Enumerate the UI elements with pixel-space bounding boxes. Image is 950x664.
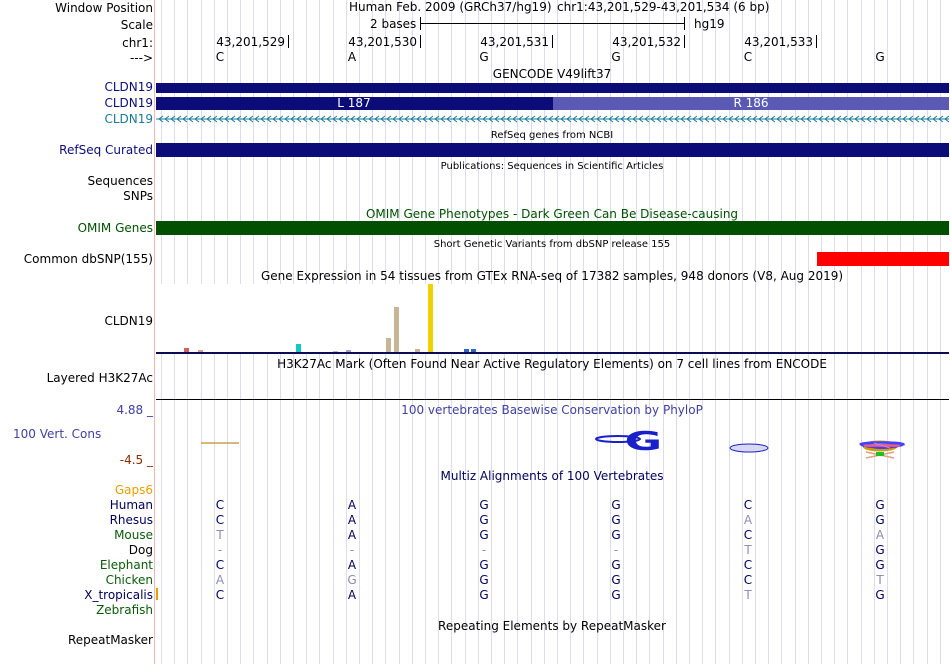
scale-text: 2 bases: [370, 17, 417, 31]
phylop-logo-g6[interactable]: [860, 438, 906, 452]
ruler-tick: [684, 35, 685, 48]
species-label-dog[interactable]: Dog: [128, 543, 153, 557]
gtex-baseline: [156, 352, 949, 354]
repeatmasker-title: Repeating Elements by RepeatMasker: [438, 619, 666, 633]
h3k27ac-baseline: [156, 399, 949, 400]
chrom-label: chr1:: [122, 36, 153, 50]
ruler-tick: [816, 35, 817, 48]
gtex-background: [156, 284, 534, 352]
gtex-bar[interactable]: [386, 338, 391, 352]
aligned-base: G: [479, 573, 489, 587]
refseq-gene-bar[interactable]: [156, 143, 949, 157]
aligned-base: G: [611, 513, 621, 527]
reference-base: G: [611, 50, 621, 64]
species-label-mouse[interactable]: Mouse: [114, 528, 153, 542]
aligned-base: C: [215, 588, 225, 602]
track-label-snps[interactable]: SNPs: [123, 189, 153, 203]
multiz-title: Multiz Alignments of 100 Vertebrates: [440, 469, 664, 483]
aligned-base: G: [875, 543, 885, 557]
species-label-chicken[interactable]: Chicken: [105, 573, 153, 587]
gencode-title: GENCODE V49lift37: [492, 67, 612, 81]
track-label-repeatmasker[interactable]: RepeatMasker: [67, 633, 153, 647]
svg-text:G: G: [624, 426, 663, 457]
aligned-base: C: [215, 498, 225, 512]
track-label-cldn19-transcript[interactable]: CLDN19: [104, 96, 153, 110]
aligned-base: G: [479, 498, 489, 512]
reference-base: C: [743, 50, 753, 64]
ruler-tick-label: 43,201,530: [348, 35, 417, 49]
aligned-base: T: [744, 588, 752, 602]
left-count-label: L 187: [337, 96, 371, 110]
position-readout: chr1:43,201,529-43,201,534 (6 bp): [557, 0, 770, 14]
track-label-column: [0, 0, 155, 664]
reference-base: G: [875, 50, 885, 64]
aligned-base: A: [347, 528, 357, 542]
right-count-label: R 186: [733, 96, 769, 110]
aligned-base: A: [215, 573, 225, 587]
aligned-base: C: [743, 573, 753, 587]
aligned-base: C: [743, 498, 753, 512]
assembly-title: Human Feb. 2009 (GRCh37/hg19): [349, 0, 552, 14]
track-label-sequences[interactable]: Sequences: [87, 174, 153, 188]
track-label-refseq[interactable]: RefSeq Curated: [59, 143, 153, 157]
scale-bar-left-cap: [420, 17, 421, 30]
aligned-base: G: [611, 528, 621, 542]
track-label-gtex[interactable]: CLDN19: [104, 314, 153, 328]
gtex-bar[interactable]: [296, 344, 301, 352]
ruler-tick-label: 43,201,533: [744, 35, 813, 49]
scale-bar-right-cap: [684, 17, 685, 30]
gtex-title: Gene Expression in 54 tissues from GTEx RNA-seq of 17382 samples, 948 donors (V8, Aug 2019): [260, 269, 844, 283]
cons-axis-bottom: -4.5 _: [119, 453, 153, 467]
aligned-base: G: [875, 498, 885, 512]
dbsnp-variant-bar[interactable]: [817, 252, 949, 266]
pubs-title: Publications: Sequences in Scientific Articles: [440, 161, 664, 172]
aligned-base: G: [875, 588, 885, 602]
scale-bar: [420, 23, 684, 24]
aligned-base: C: [743, 528, 753, 542]
aligned-base: T: [876, 573, 884, 587]
track-label-cldn19-gencode[interactable]: CLDN19: [104, 80, 153, 94]
gtex-bar[interactable]: [394, 307, 399, 352]
scale-db: hg19: [694, 17, 725, 31]
aligned-base: A: [347, 558, 357, 572]
aligned-base: -: [481, 543, 487, 557]
track-label-cldn19-strand[interactable]: CLDN19: [104, 112, 153, 126]
phylop-title: 100 vertebrates Basewise Conservation by PhyloP: [401, 403, 703, 417]
track-label-dbsnp[interactable]: Common dbSNP(155): [23, 252, 153, 266]
species-label-rhesus[interactable]: Rhesus: [109, 513, 153, 527]
aligned-base: A: [347, 513, 357, 527]
aligned-base: G: [611, 573, 621, 587]
ruler-tick-label: 43,201,532: [612, 35, 681, 49]
strand-label: --->: [129, 51, 153, 65]
species-label-elephant[interactable]: Elephant: [99, 558, 153, 572]
aligned-base: C: [215, 513, 225, 527]
track-label-cons[interactable]: 100 Vert. Cons: [13, 427, 102, 441]
aligned-base: G: [875, 513, 885, 527]
ruler-tick: [552, 35, 553, 48]
aligned-base: A: [875, 528, 885, 542]
reference-base: C: [215, 50, 225, 64]
aligned-base: G: [479, 528, 489, 542]
gaps-mark: [156, 588, 158, 600]
gencode-gene-bar[interactable]: [156, 83, 949, 93]
species-label-human[interactable]: Human: [109, 498, 153, 512]
ruler-tick: [288, 35, 289, 48]
species-label-x_tropicalis[interactable]: X_tropicalis: [84, 588, 153, 602]
aligned-base: T: [216, 528, 224, 542]
aligned-base: -: [217, 543, 223, 557]
ruler-tick: [420, 35, 421, 48]
phylop-logo-plot[interactable]: [156, 418, 949, 462]
track-label-gaps[interactable]: Gaps6: [114, 483, 153, 497]
aligned-base: G: [479, 558, 489, 572]
aligned-base: A: [347, 498, 357, 512]
track-label-omim[interactable]: OMIM Genes: [77, 221, 153, 235]
aligned-base: G: [611, 558, 621, 572]
aligned-base: G: [875, 558, 885, 572]
dbsnp-title: Short Genetic Variants from dbSNP release 155: [433, 239, 671, 250]
aligned-base: A: [347, 588, 357, 602]
aligned-base: C: [215, 558, 225, 572]
aligned-base: C: [743, 558, 753, 572]
aligned-base: T: [744, 543, 752, 557]
scale-label: Scale: [120, 18, 153, 32]
h3k27ac-title: H3K27Ac Mark (Often Found Near Active Regulatory Elements) on 7 cell lines from ENCODE: [277, 357, 827, 371]
aligned-base: -: [349, 543, 355, 557]
omim-title: OMIM Gene Phenotypes - Dark Green Can Be Disease-causing: [365, 207, 739, 221]
window-position-label: Window Position: [55, 1, 153, 15]
track-label-h3k27ac[interactable]: Layered H3K27Ac: [46, 371, 153, 385]
aligned-base: G: [611, 588, 621, 602]
minus-strand-arrows[interactable]: [156, 113, 949, 125]
reference-base: G: [479, 50, 489, 64]
refseq-title: RefSeq genes from NCBI: [490, 130, 614, 141]
aligned-base: G: [347, 573, 357, 587]
omim-gene-bar[interactable]: [156, 221, 949, 235]
cons-axis-top: 4.88 _: [116, 403, 153, 417]
aligned-base: G: [479, 513, 489, 527]
aligned-base: G: [479, 588, 489, 602]
ruler-tick-label: 43,201,529: [216, 35, 285, 49]
ruler-tick-label: 43,201,531: [480, 35, 549, 49]
gtex-bar[interactable]: [428, 284, 433, 352]
reference-base: A: [347, 50, 357, 64]
aligned-base: A: [743, 513, 753, 527]
species-label-zebrafish[interactable]: Zebrafish: [96, 603, 153, 617]
aligned-base: -: [613, 543, 619, 557]
aligned-base: G: [611, 498, 621, 512]
